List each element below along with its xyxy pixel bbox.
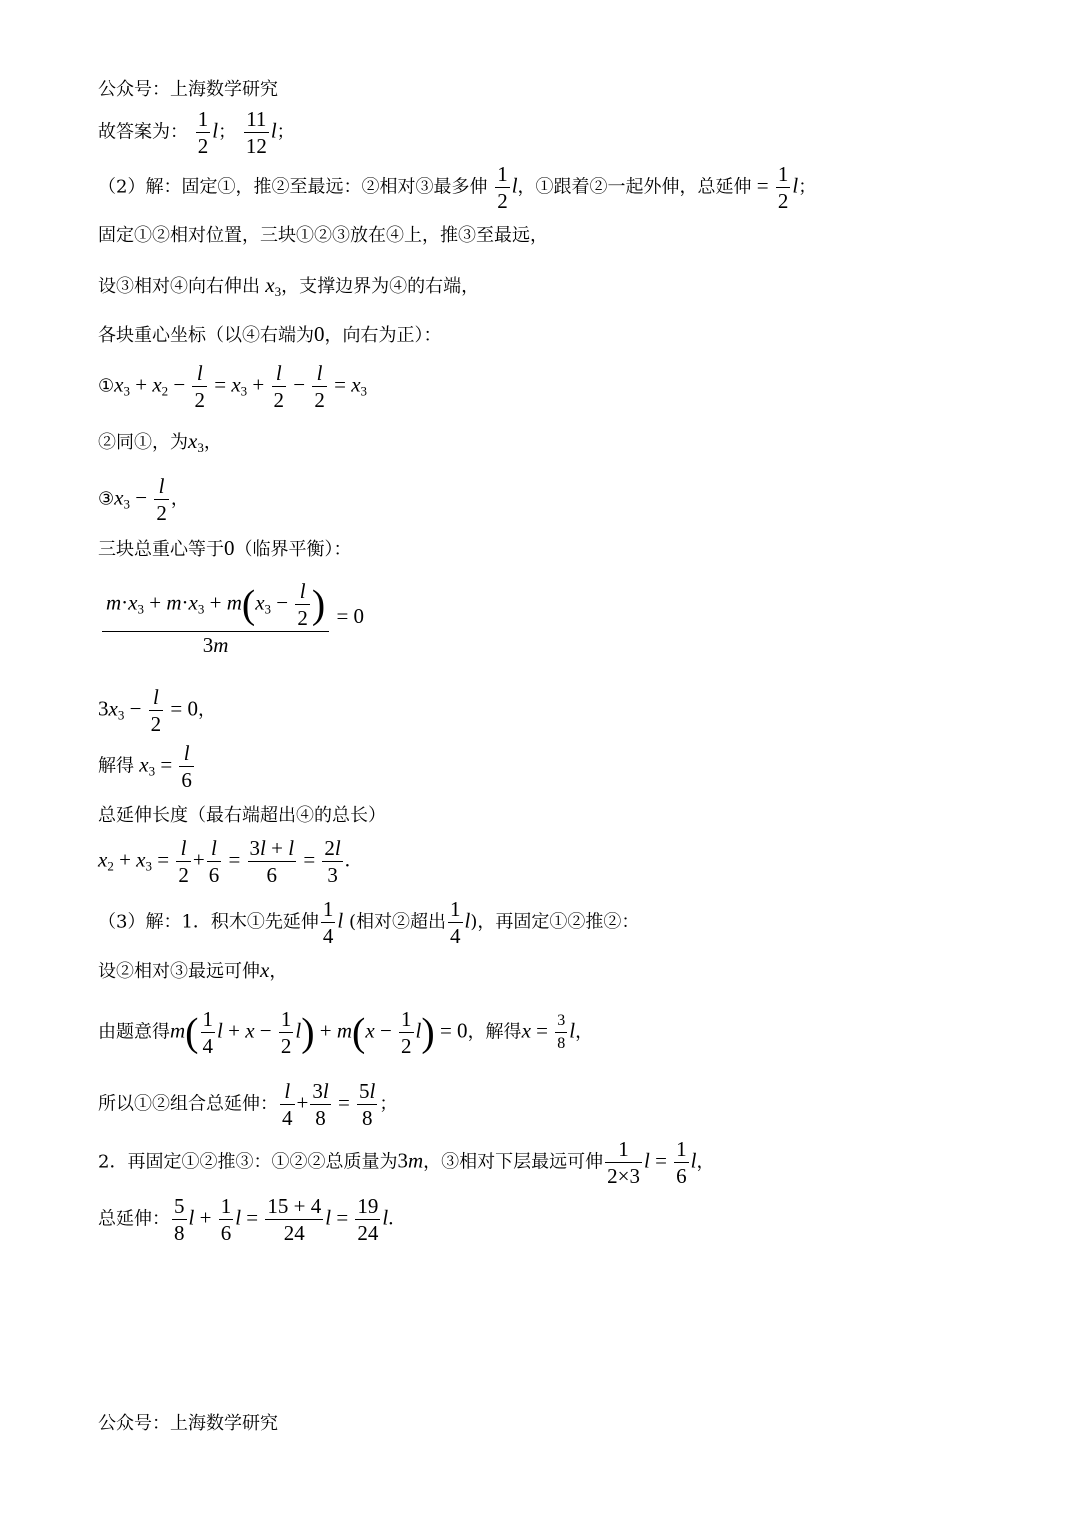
fraction: $\frac{l}{2}$ xyxy=(194,361,205,412)
text: （3）解：1．积木①先延伸 xyxy=(98,911,319,933)
text: 解得 xyxy=(98,755,134,777)
part2-line-2: 固定①②相对位置，三块①②③放在④上，推③至最远， xyxy=(98,225,548,246)
part2-line-3: 设③相对④向右伸出 $x_3$，支撑边界为④的右端， xyxy=(98,273,480,299)
text: 设③相对④向右伸出 xyxy=(98,276,260,297)
text: 设②相对③最远可伸 xyxy=(98,961,260,982)
fraction: $\frac{l}{2}$ xyxy=(273,361,284,412)
part2-line-6: 总延伸长度（最右端超出④的总长） xyxy=(98,805,386,826)
fraction: $\frac{1}{2}$ xyxy=(777,162,789,213)
part3-line-2: 设②相对③最远可伸x， xyxy=(98,958,288,982)
equation-block3: $③x_3$ − $\frac{l}{2}$ ， xyxy=(98,474,189,525)
fraction: $\frac{l}{2}$ xyxy=(297,579,308,630)
text: ②同①，为 xyxy=(98,432,188,453)
answer-line-1: 故答案为： $\frac{1}{2}$ l； $\frac{11}{12}$ l； xyxy=(98,107,295,158)
fraction: $\frac{1}{4}$ xyxy=(202,1007,213,1058)
fraction: $\frac{1}{6}$ xyxy=(220,1194,232,1245)
fraction: $\frac{2l}{3}$ xyxy=(324,836,341,887)
text: 各块重心坐标（以④右端为 xyxy=(98,325,314,346)
fraction: $\frac{5l}{8}$ xyxy=(359,1079,376,1130)
fraction: $\frac{l}{2}$ xyxy=(314,361,325,412)
text: 故答案为： xyxy=(98,121,188,143)
part2-line-4: 各块重心坐标（以④右端为0，向右为正）： xyxy=(98,322,442,346)
fraction: $\frac{l}{2}$ xyxy=(150,685,162,736)
part2-line-5: 三块总重心等于0（临界平衡）： xyxy=(98,536,352,560)
fraction: $\frac{3l}{8}$ xyxy=(312,1079,329,1130)
fraction: $\frac{1}{6}$ xyxy=(676,1137,687,1188)
text: ，支撑边界为④的右端， xyxy=(281,276,480,297)
text: （2）解：固定①，推②至最远：②相对③最多伸 xyxy=(98,176,488,198)
equation-block1: $①x_3 + x_2$ − $\frac{l}{2}$ = $x_3$ + $\frac{l}{2}$ − $\frac{l}{2}$ = $x_3$ xyxy=(98,361,368,412)
fraction: $\frac{1}{2\times 3}$ xyxy=(607,1137,640,1188)
text: )，再固定①②推②： xyxy=(470,911,640,933)
text: 2．再固定①②推③：①②②总质量为 xyxy=(98,1151,398,1173)
text: ，向右为正）： xyxy=(324,325,442,346)
fraction: $m\cdot x_3 + m\cdot x_3 + m(x_3$ − $\frac{l}{2}$ ) 3m xyxy=(102,580,329,656)
fraction: $\frac{l}{2}$ xyxy=(178,836,189,887)
part3-total: 总延伸： $\frac{5}{8}$ l + $\frac{1}{6}$ l = $\frac{15 + 4}{24}$ l = $\frac{19}{24}$ l. xyxy=(98,1194,394,1245)
text: 所以①②组合总延伸： xyxy=(98,1093,278,1115)
fraction: $\frac{l}{4}$ xyxy=(282,1079,293,1130)
text: 由题意得 xyxy=(98,1021,170,1043)
text: ③ xyxy=(98,488,115,510)
fraction: $\frac{15 + 4}{24}$ xyxy=(267,1194,322,1245)
part2-line-1: （2）解：固定①，推②至最远：②相对③最多伸 $\frac{1}{2}$ l，①跟着②一起外伸，总延伸 = $\frac{1}{2}$ l； xyxy=(98,162,817,213)
fraction: $\frac{11}{12}$ xyxy=(245,107,267,158)
text: ① xyxy=(98,375,115,397)
text: ，③相对下层最远可伸 xyxy=(423,1151,604,1173)
fraction: $\frac{1}{2}$ xyxy=(401,1007,412,1058)
fraction: $\frac{3l + l}{6}$ xyxy=(249,836,295,887)
text: 总延伸： xyxy=(98,1208,170,1230)
part3-equation: 由题意得m( $\frac{1}{4}$ l + x − $\frac{1}{2}$ l) + m(x − $\frac{1}{2}$ l) = 0，解得x = $\frac{3}{8}$ l， xyxy=(98,1007,594,1058)
fraction: $\frac{l}{2}$ xyxy=(156,474,167,525)
fraction: $\frac{1}{4}$ xyxy=(322,897,334,948)
part3-line-4: 2．再固定①②推③：①②②总质量为3m，③相对下层最远可伸 $\frac{1}{2\times 3}$ l = $\frac{1}{6}$ l， xyxy=(98,1137,715,1188)
fraction: $\frac{1}{2}$ xyxy=(497,162,508,213)
fraction: $\frac{1}{4}$ xyxy=(450,897,461,948)
center-of-mass-equation: $m\cdot x_3 + m\cdot x_3 + m(x_3$ − $\frac{l}{2}$ ) 3m = 0 xyxy=(100,580,1040,656)
header-watermark: 公众号：上海数学研究 xyxy=(98,79,278,100)
text: （临界平衡）： xyxy=(234,539,352,560)
equation-block2: ②同①，为$x_3$， xyxy=(98,429,222,455)
total-extension-equation: $x_2 + x_3$ = $\frac{l}{2}$ + $\frac{l}{6}$ = $\frac{3l + l}{6}$ = $\frac{2l}{3}$ . xyxy=(98,836,350,887)
text: 三块总重心等于 xyxy=(98,539,224,560)
text: ，①跟着②一起外伸，总延伸 xyxy=(517,176,752,198)
text: (相对②超出 xyxy=(348,911,447,933)
fraction: $\frac{l}{6}$ xyxy=(208,836,220,887)
fraction: $\frac{1}{2}$ xyxy=(280,1007,292,1058)
fraction: $\frac{19}{24}$ xyxy=(357,1194,379,1245)
fraction: $\frac{5}{8}$ xyxy=(174,1194,185,1245)
part3-line-1: （3）解：1．积木①先延伸 $\frac{1}{4}$ l (相对②超出 $\frac{1}{4}$ l)，再固定①②推②： xyxy=(98,897,640,948)
fraction: $\frac{l}{6}$ xyxy=(181,741,192,792)
part3-line-3: 所以①②组合总延伸： $\frac{l}{4}$ + $\frac{3l}{8}$ = $\frac{5l}{8}$ ； xyxy=(98,1079,398,1130)
fraction: $\frac{3}{8}$ xyxy=(557,1012,566,1052)
fraction: $\frac{1}{2}$ xyxy=(197,107,209,158)
solution-x3: 解得 $x_3$ = $\frac{l}{6}$ xyxy=(98,741,192,792)
text: ，解得 xyxy=(467,1021,522,1043)
footer-watermark: 公众号：上海数学研究 xyxy=(98,1413,278,1434)
equation-simplified: $3x_3$ − $\frac{l}{2}$ = 0， xyxy=(98,685,217,736)
